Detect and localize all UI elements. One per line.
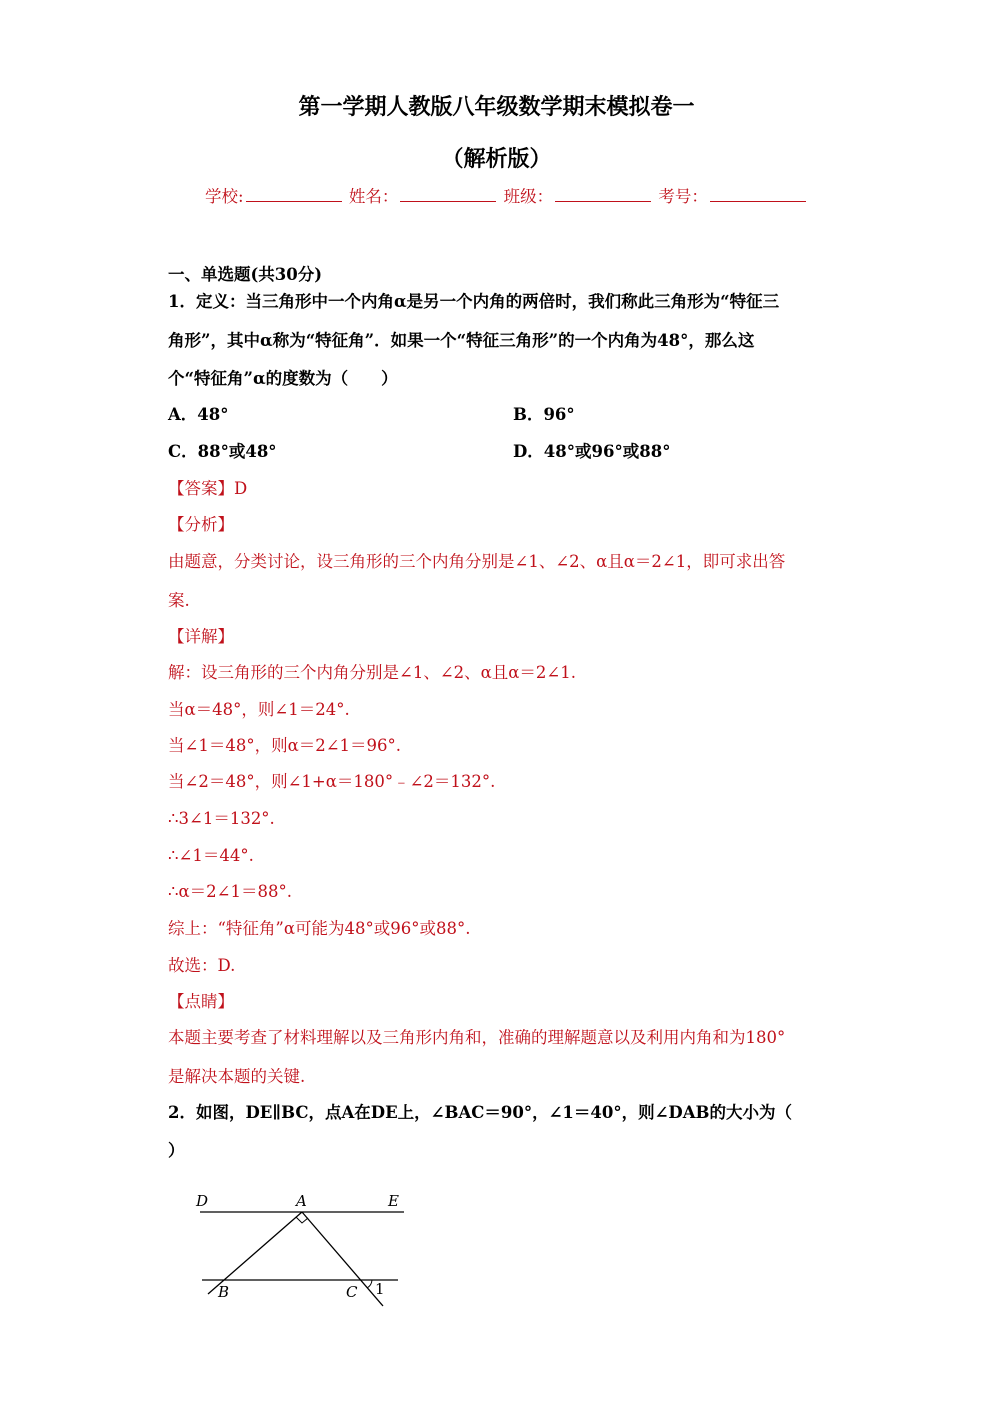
answer-value: D	[234, 479, 248, 498]
detail-line-5: ∴3∠1＝132°.	[168, 809, 275, 828]
name-label: 姓名：	[348, 187, 399, 206]
comment-tag: 【点睛】	[168, 992, 234, 1011]
detail-line-6: ∴∠1＝44°.	[168, 846, 254, 865]
detail-line-7: ∴α＝2∠1＝88°.	[168, 882, 292, 901]
q1-option-b: B．96°	[513, 405, 575, 424]
detail-line-4: 当∠2＝48°，则∠1+α＝180°﹣∠2＝132°.	[168, 772, 496, 791]
q2-geometry-figure	[190, 1180, 420, 1320]
q1-option-a: A．48°	[168, 405, 229, 424]
segment-ac	[302, 1212, 383, 1306]
class-label: 班级：	[503, 187, 554, 206]
class-blank[interactable]	[555, 200, 651, 202]
comment-line-1: 本题主要考查了材料理解以及三角形内角和，准确的理解题意以及利用内角和为180°	[168, 1028, 786, 1047]
school-blank[interactable]	[246, 200, 342, 202]
label-c: C	[346, 1283, 358, 1301]
student-info-row	[205, 183, 808, 207]
exam-number-label: 考号：	[658, 187, 708, 206]
label-angle-1: 1	[375, 1280, 385, 1298]
exam-number-blank[interactable]	[710, 200, 806, 202]
q1-stem-line-3: 个“特征角”α的度数为（ ）	[168, 369, 398, 388]
name-blank[interactable]	[400, 200, 496, 202]
comment-line-2: 是解决本题的关键.	[168, 1067, 306, 1086]
q1-option-d: D．48°或96°或88°	[513, 442, 671, 461]
q1-stem-line-1: 1．定义：当三角形中一个内角α是另一个内角的两倍时，我们称此三角形为“特征三	[168, 292, 780, 311]
q2-stem-line-2: ）	[168, 1141, 185, 1160]
detail-line-1: 解：设三角形的三个内角分别是∠1、∠2、α且α＝2∠1.	[168, 663, 576, 682]
q1-answer	[168, 475, 247, 499]
detail-line-3: 当∠1＝48°，则α＝2∠1＝96°.	[168, 736, 402, 755]
label-e: E	[388, 1192, 399, 1210]
detail-line-8: 综上：“特征角”α可能为48°或96°或88°.	[168, 919, 471, 938]
label-b: B	[218, 1283, 230, 1301]
detail-line-2: 当α＝48°，则∠1＝24°.	[168, 700, 350, 719]
detail-tag: 【详解】	[168, 627, 234, 646]
page-title: 第一学期人教版八年级数学期末模拟卷一	[298, 94, 695, 120]
detail-line-9: 故选：D.	[168, 956, 236, 975]
segment-ab	[208, 1212, 302, 1294]
analysis-line-2: 案.	[168, 591, 190, 610]
answer-tag: 【答案】	[168, 479, 234, 498]
angle-1-arc	[367, 1280, 372, 1288]
right-angle-marker	[296, 1217, 308, 1223]
q1-stem-line-2: 角形”，其中α称为“特征角”．如果一个“特征三角形”的一个内角为48°，那么这	[168, 331, 755, 350]
school-label: 学校:	[205, 187, 244, 206]
analysis-line-1: 由题意，分类讨论，设三角形的三个内角分别是∠1、∠2、α且α＝2∠1，即可求出答	[168, 552, 786, 571]
section-heading: 一、单选题(共30分)	[168, 265, 323, 284]
page-subtitle: （解析版）	[441, 146, 552, 172]
label-d: D	[196, 1192, 209, 1210]
label-a: A	[296, 1192, 307, 1210]
q2-stem-line-1: 2．如图，DE∥BC，点A在DE上，∠BAC＝90°，∠1＝40°，则∠DAB的大小为（	[168, 1103, 792, 1122]
q1-option-c: C．88°或48°	[168, 442, 277, 461]
analysis-tag: 【分析】	[168, 515, 234, 534]
